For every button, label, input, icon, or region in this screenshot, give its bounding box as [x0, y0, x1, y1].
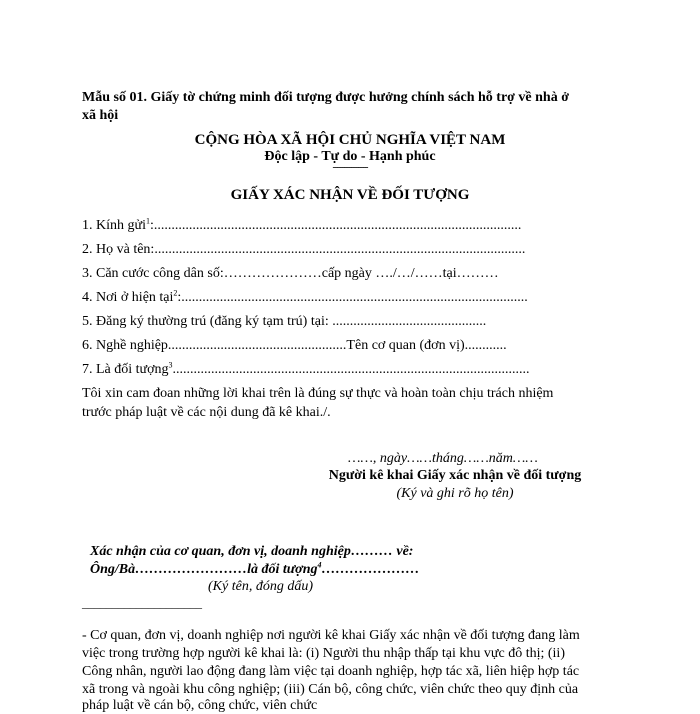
- confirm-line2: [90, 562, 419, 578]
- declaration-line2: trước pháp luật về các nội dung đã kê khai./.: [82, 405, 331, 420]
- form-code-line2: xã hội: [82, 108, 119, 123]
- confirm-subject-dots: …………………: [321, 562, 420, 577]
- confirm-subject-text: Ông/Bà……………………là đối tượng: [90, 562, 318, 577]
- field-recipient-label: 1. Kính gửi: [82, 218, 146, 233]
- footnote-line4: xã trong và ngoài khu công nghiệp; (iii) Cán bộ, công chức, viên chức theo quy định của: [82, 682, 579, 697]
- footnote-line5: pháp luật về cán bộ, công chức, viên chức: [82, 698, 318, 713]
- national-title: CỘNG HÒA XÃ HỘI CHỦ NGHĨA VIỆT NAM: [194, 132, 506, 148]
- field-subject-type-dots: ......................................................................................................: [172, 362, 530, 377]
- field-recipient: [82, 218, 521, 234]
- field-fullname: [82, 242, 525, 258]
- field-fullname-label: 2. Họ và tên:: [82, 242, 155, 257]
- field-subject-type: [82, 362, 530, 378]
- field-citizen-id: 3. Căn cước công dân số:…………………cấp ngày …./…/……tại………: [82, 266, 499, 281]
- motto-rule: ---------------: [332, 162, 368, 173]
- footnote-ref-3: 3: [168, 360, 173, 370]
- footnote-ref-4: 4: [317, 560, 322, 570]
- signer-note: (Ký và ghi rõ họ tên): [396, 486, 514, 501]
- confirm-line1: Xác nhận của cơ quan, đơn vị, doanh nghiệp……… về:: [90, 544, 414, 559]
- motto: Độc lập - Tự do - Hạnh phúc: [264, 149, 436, 164]
- field-registration: 5. Đăng ký thường trú (đăng ký tạm trú) tại: ............................................: [82, 314, 487, 329]
- footnote-line1: - Cơ quan, đơn vị, doanh nghiệp nơi người kê khai Giấy xác nhận về đối tượng đang làm: [82, 628, 580, 643]
- field-residence-label: 4. Nơi ở hiện tại: [82, 290, 174, 305]
- field-fullname-dots: ..........................................................................................................: [154, 242, 526, 257]
- confirm-note: (Ký tên, đóng dấu): [208, 579, 313, 594]
- form-code-line1: Mẫu số 01. Giấy tờ chứng minh đối tượng được hưởng chính sách hỗ trợ về nhà ở: [82, 90, 569, 105]
- field-residence-dots: :...................................................................................................: [177, 290, 528, 305]
- field-subject-type-label: 7. Là đối tượng: [82, 362, 169, 377]
- document-title: GIẤY XÁC NHẬN VỀ ĐỐI TƯỢNG: [230, 187, 470, 203]
- declaration-line1: Tôi xin cam đoan những lời khai trên là đúng sự thực và hoàn toàn chịu trách nhiệm: [82, 386, 554, 401]
- footnote-line3: Công nhân, người lao động đang làm việc tại doanh nghiệp, hợp tác xã, liên hiệp hợp tác: [82, 664, 580, 679]
- footnote-rule: ____________________: [82, 596, 202, 610]
- field-residence: [82, 290, 528, 306]
- signer-title: Người kê khai Giấy xác nhận về đối tượng: [328, 468, 582, 483]
- footnote-line2: việc trong trường hợp người kê khai là: (i) Người thu nhập thấp tại khu vực đô thị; (ii): [82, 646, 565, 661]
- field-occupation: 6. Nghề nghiệp...................................................Tên cơ quan (đơn vị)............: [82, 338, 507, 353]
- date-line: ……, ngày……tháng……năm……: [348, 451, 538, 466]
- footnote-ref-2: 2: [173, 288, 178, 298]
- footnote-ref-1: 1: [145, 216, 150, 226]
- field-recipient-dots: :.........................................................................................................: [149, 218, 522, 233]
